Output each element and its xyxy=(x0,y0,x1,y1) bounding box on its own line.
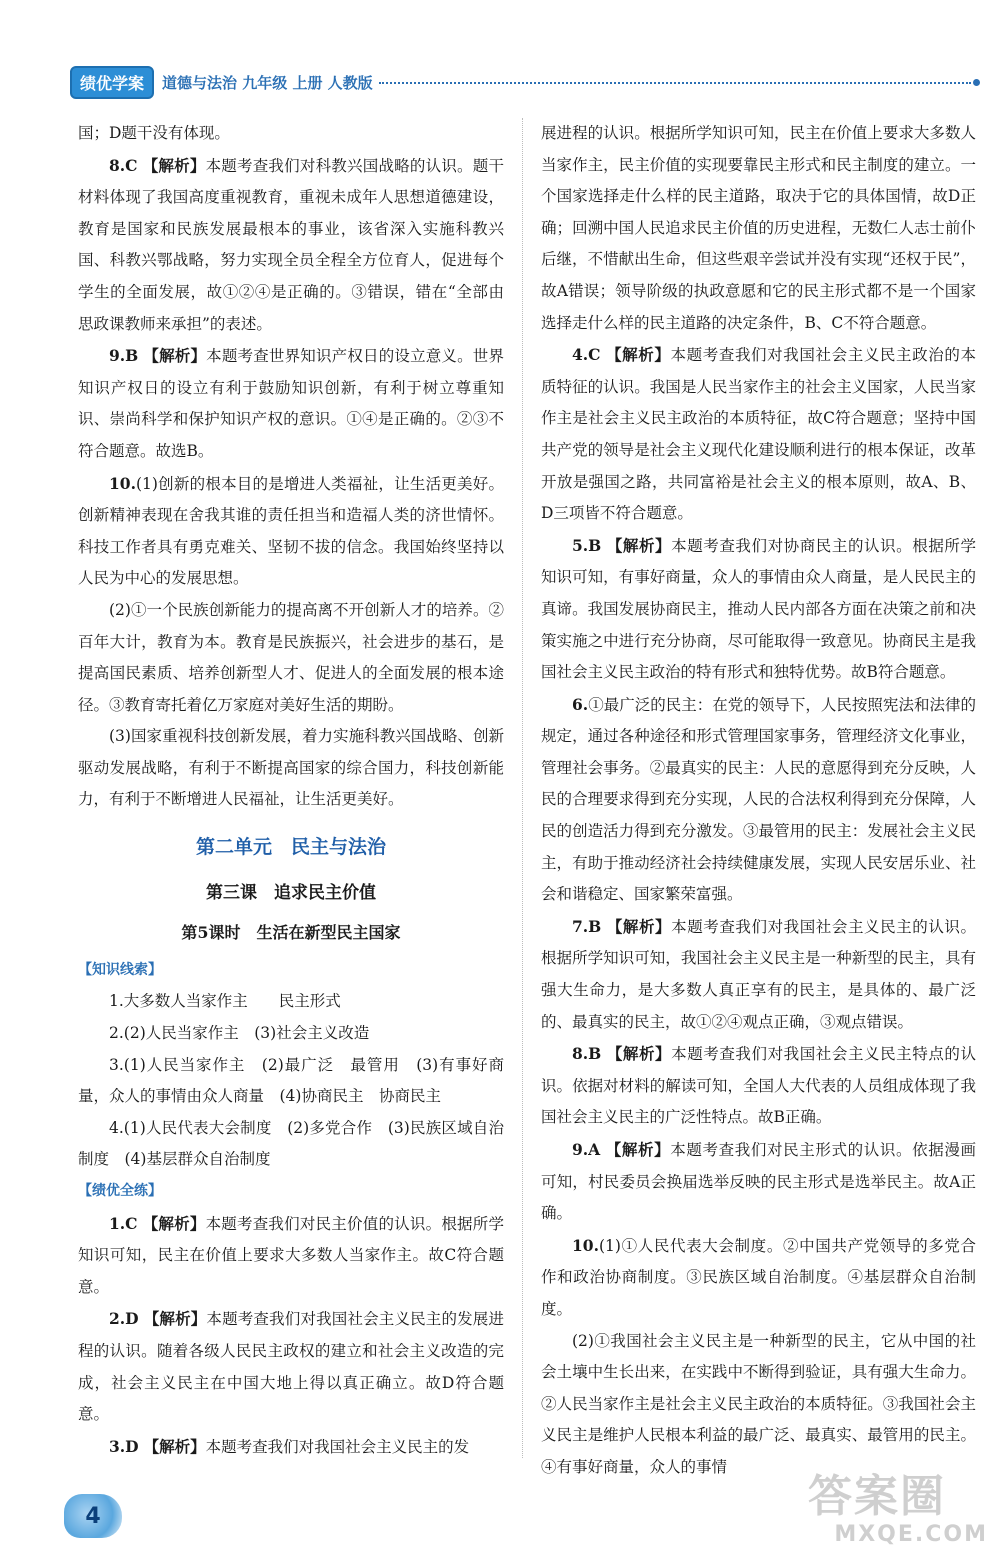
practice-answer-3 xyxy=(78,1431,504,1464)
watermark-url: MXQE.COM xyxy=(834,1522,988,1547)
practice-answer-3-continued: 展进程的认识。根据所学知识可知，民主在价值上要求大多数人当家作主，民主价值的实现要靠民主形式和民主制度的建立。一个国家选择走什么样的民主道路，取决于它的具体国情，故D正确；回溯中国人民追求民主价值的历史进程，无数仁人志士前仆后继，不惜献出生命，但这些艰辛尝试并没有实现“还权于民”，故A错误；领导阶级的执政意愿和它的民主形式都不是一个国家选择走什么样的民主道路的决定条件，B、C不符合题意。 xyxy=(541,124,976,332)
analysis-tag: 【解析】 xyxy=(143,1309,207,1329)
answer-number: 1.C xyxy=(109,1213,138,1233)
answer-10-part-3: (3)国家重视科技创新发展，着力实施科教兴国战略、创新驱动发展战略，有利于不断提高国家的综合国力，科技创新能力，有利于不断增进人民福祉，让生活更美好。 xyxy=(78,727,504,809)
answer-number: 3.D xyxy=(109,1436,139,1456)
practice-answer-9 xyxy=(541,1134,976,1230)
page-number: 4 xyxy=(85,1503,101,1529)
analysis-tag: 【解析】 xyxy=(143,346,207,366)
analysis-tag: 【解析】 xyxy=(606,916,672,936)
answer-text: 本题考查我们对我国社会主义民主政治的本质特征的认识。我国是人民当家作主的社会主义国家，人民当家作主是社会主义民主政治的本质特征，故C符合题意；坚持中国共产党的领导是社会主义现代化建设顺利进行的根本保证，改革开放是强国之路，共同富裕是社会主义的根本原则，故A、B、D三项皆不符合题意。 xyxy=(541,346,976,523)
practice-answer-1 xyxy=(78,1208,504,1304)
column-divider xyxy=(522,118,523,1458)
answer-number: 9.B xyxy=(109,346,139,366)
answer-text: ①最广泛的民主：在党的领导下，人民按照宪法和法律的规定，通过各种途径和形式管理国家事务，管理经济文化事业，管理社会事务。②最真实的民主：人民的意愿得到充分反映，人民的合理要求得到充分实现，人民的合法权利得到充分保障，人民的创造活力得到充分激发。③最管用的民主：发展社会主义民主，有助于推动经济社会持续健康发展，实现人民安居乐业、社会和谐稳定、国家繁荣富强。 xyxy=(541,695,976,904)
answer-text: (1)①人民代表大会制度。②中国共产党领导的多党合作和政治协商制度。③民族区域自治制度。④基层群众自治制度。 xyxy=(541,1236,976,1318)
header-dotted-rule xyxy=(379,82,971,84)
analysis-tag: 【解析】 xyxy=(606,1044,672,1064)
answer-10-part-1 xyxy=(78,468,504,595)
answer-number: 8.B xyxy=(572,1044,602,1064)
practice-answer-4 xyxy=(541,339,976,530)
practice-answer-6 xyxy=(541,689,976,911)
header-dot-end xyxy=(973,79,980,86)
answer-text: 本题考查我们对科教兴国战略的认识。题干材料体现了我国高度重视教育，重视未成年人思想道德建设，教育是国家和民族发展最根本的事业，该省深入实施科教兴国、科教兴鄂战略，努力实现全员全程全方位育人，促进每个学生的全面发展，故①②④是正确的。③错误，错在“全部由思政课教师来承担”的表述。 xyxy=(78,156,504,333)
analysis-tag: 【解析】 xyxy=(606,345,671,365)
knowledge-item: 2.(2)人民当家作主 (3)社会主义改造 xyxy=(109,1024,370,1043)
period-title: 第5课时 生活在新型民主国家 xyxy=(181,923,401,943)
practice-section-label: 【绩优全练】 xyxy=(78,1183,162,1199)
answer-number: 7.B xyxy=(572,916,602,936)
answer-text: 本题考查世界知识产权日的设立意义。世界知识产权日的设立有利于鼓励知识创新，有利于树立尊重知识、崇尚科学和保护知识产权的意识。①④是正确的。②③不符合题意。故选B。 xyxy=(78,347,504,460)
answer-text: 本题考查我们对我国社会主义民主的发 xyxy=(205,1437,470,1456)
page-header xyxy=(70,66,980,98)
answer-text: 本题考查我们对民主形式的认识。依据漫画可知，村民委员会换届选举反映的民主形式是选举民主。故A正确。 xyxy=(541,1141,976,1223)
series-logo: 绩优学案 xyxy=(70,66,154,99)
answer-9 xyxy=(78,340,504,467)
knowledge-item: 4.(1)人民代表大会制度 (2)多党合作 (3)民族区域自治制度 (4)基层群众自治制度 xyxy=(78,1118,504,1169)
subject-line: 道德与法治 九年级 上册 人教版 xyxy=(162,73,373,92)
practice-answer-2 xyxy=(78,1303,504,1430)
knowledge-item: 3.(1)人民当家作主 (2)最广泛 最管用 (3)有事好商量，众人的事情由众人商量 (4)协商民主 协商民主 xyxy=(78,1055,504,1106)
answer-text: 本题考查我们对民主价值的认识。根据所学知识可知，民主在价值上要求大多数人当家作主。故C符合题意。 xyxy=(78,1214,504,1296)
answer-number: 9.A xyxy=(572,1140,601,1159)
practice-answer-5 xyxy=(541,530,976,689)
answer-text: 本题考查我们对我国社会主义民主的发展进程的认识。随着各级人民民主政权的建立和社会主义改造的完成，社会主义民主在中国大地上得以真正确立。故D符合题意。 xyxy=(78,1310,504,1424)
answer-text: 本题考查我们对协商民主的认识。根据所学知识可知，有事好商量，众人的事情由众人商量，是人民民主的真谛。我国发展协商民主，推动人民内部各方面在决策之前和决策实施之中进行充分协商，尽可能取得一致意见。协商民主是我国社会主义民主政治的特有形式和独特优势。故B符合题意。 xyxy=(541,536,976,682)
analysis-tag: 【解析】 xyxy=(605,1140,671,1159)
practice-answer-10-part-2: (2)①我国社会主义民主是一种新型的民主，它从中国的社会土壤中生长出来，在实践中不断得到验证，具有强大生命力。②人民当家作主是社会主义民主政治的本质特征。③我国社会主义民主是维护人民根本利益的最广泛、最真实、最管用的民主。④有事好商量，众人的事情 xyxy=(541,1331,976,1476)
lesson-title: 第三课 追求民主价值 xyxy=(206,882,376,903)
knowledge-item: 1.大多数人当家作主 民主形式 xyxy=(109,992,341,1011)
analysis-tag: 【解析】 xyxy=(143,1436,206,1456)
practice-answer-10-part-1 xyxy=(541,1230,976,1326)
analysis-tag: 【解析】 xyxy=(606,535,672,555)
analysis-tag: 【解析】 xyxy=(142,1213,206,1233)
answer-10-part-2: (2)①一个民族创新能力的提高离不开创新人才的培养。②百年大计，教育为本。教育是民族振兴，社会进步的基石，是提高国民素质、培养创新型人才、促进人的全面发展的根本途径。③教育寄托着亿万家庭对美好生活的期盼。 xyxy=(78,600,504,714)
practice-answer-7 xyxy=(541,911,976,1038)
watermark xyxy=(808,1472,988,1552)
answer-number: 2.D xyxy=(109,1309,139,1329)
answer-number: 6. xyxy=(572,694,589,714)
unit-title: 第二单元 民主与法治 xyxy=(195,836,386,859)
knowledge-section-label: 【知识线索】 xyxy=(78,961,162,978)
answer-number: 10. xyxy=(572,1235,599,1255)
left-column xyxy=(78,118,504,1463)
answer-fragment: 国；D题干没有体现。 xyxy=(78,124,230,142)
answer-number: 8.C xyxy=(109,155,138,175)
answer-text: 本题考查我们对我国社会主义民主特点的认识。依据对材料的解读可知，全国人大代表的人员组成体现了我国社会主义民主的广泛性特点。故B正确。 xyxy=(541,1045,976,1127)
practice-answer-8 xyxy=(541,1038,976,1134)
right-column xyxy=(541,118,976,1484)
watermark-logo-text: 答案圈 xyxy=(808,1471,946,1522)
analysis-tag: 【解析】 xyxy=(142,155,206,175)
answer-text: 本题考查我们对我国社会主义民主的认识。根据所学知识可知，我国社会主义民主是一种新型的民主，具有强大生命力，是大多数人真正享有的民主，是具体的、最广泛的、最真实的民主，故①②④观点正确，③观点错误。 xyxy=(541,917,976,1031)
answer-number: 4.C xyxy=(572,345,601,365)
answer-8 xyxy=(78,150,504,341)
page-number-badge xyxy=(64,1494,122,1538)
answer-number: 5.B xyxy=(572,535,602,555)
answer-text: (1)创新的根本目的是增进人类福祉，让生活更美好。创新精神表现在舍我其谁的责任担当和造福人类的济世情怀。科技工作者具有勇克难关、坚韧不拔的信念。我国始终坚持以人民为中心的发展思想。 xyxy=(78,474,504,588)
answer-number: 10. xyxy=(109,473,136,493)
